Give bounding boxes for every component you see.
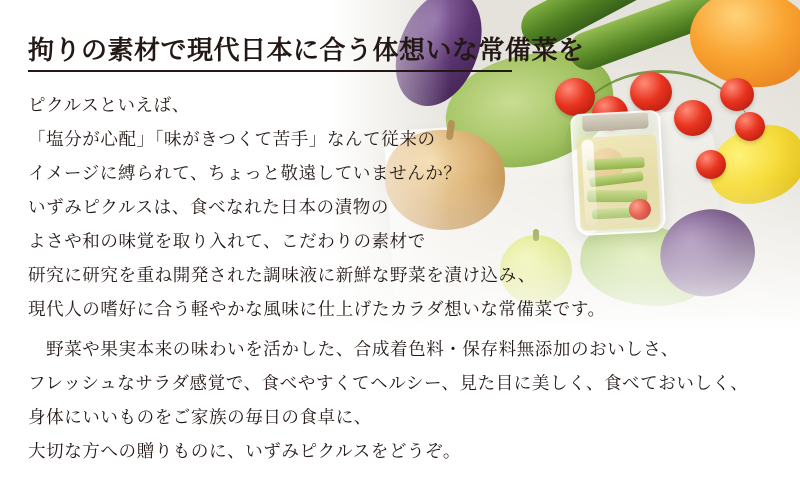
paragraph-line: ピクルスといえば、 (28, 95, 190, 115)
paragraph-line: 野菜や果実本来の味わいを活かした、合成着色料・保存料無添加のおいしさ、 (28, 339, 679, 359)
paragraph-line: 現代人の嗜好に合う軽やかな風味に仕上げたカラダ想いな常備菜です。 (28, 299, 606, 319)
title-underline (28, 70, 512, 72)
paragraph-line: 大切な方への贈りものに、いずみピクルスをどうぞ。 (28, 441, 461, 461)
body-copy (28, 88, 772, 468)
paragraph-line: 「塩分が心配」「味がきつくて苦手」なんて従来の (28, 129, 436, 149)
paragraph-line: フレッシュなサラダ感覚で、食べやすくてヘルシー、見た目に美しく、食べておいしく、 (28, 373, 749, 393)
paragraph-line: いずみピクルスは、食べなれた日本の漬物の (28, 197, 389, 217)
paragraph-line: よさや和の味覚を取り入れて、こだわりの素材で (28, 231, 426, 251)
page-title: 拘りの素材で現代日本に合う体想いな常備菜を (28, 36, 585, 65)
paragraph-line: 身体にいいものをご家族の毎日の食卓に、 (28, 407, 372, 427)
paragraph-line: イメージに縛られて、ちょっと敬遠していませんか？ (28, 163, 462, 183)
paragraph-line: 研究に研究を重ね開発された調味液に新鮮な野菜を漬け込み、 (28, 265, 536, 285)
